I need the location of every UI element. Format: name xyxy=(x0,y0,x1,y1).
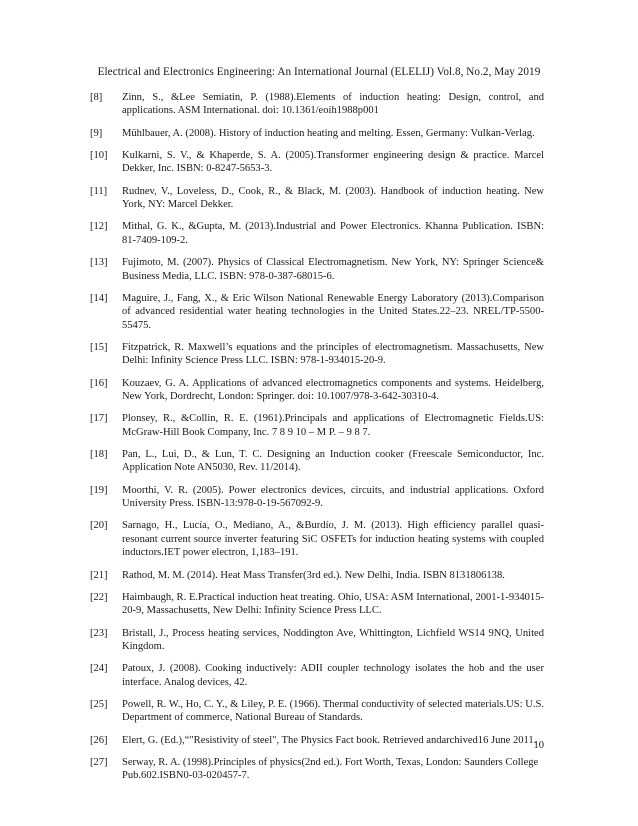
reference-item xyxy=(90,292,544,332)
reference-item xyxy=(90,627,544,654)
reference-item xyxy=(90,412,544,439)
reference-list xyxy=(90,91,544,792)
reference-text: Bristall, J., Process heating services, Noddington Ave, Whittington, Lichfield WS14 9NQ, United Kingdom. xyxy=(122,627,544,652)
reference-text: Serway, R. A. (1998).Principles of physics(2nd ed.). Fort Worth, Texas, London: Saunders College Pub.602.ISBN0-03-020457-7. xyxy=(122,756,539,782)
reference-number: [16] xyxy=(90,377,108,389)
reference-number: [19] xyxy=(90,484,108,496)
reference-item xyxy=(90,756,544,783)
reference-text: Elert, G. (Ed.),“"Resistivity of steel", The Physics Fact book. Retrieved andarchived16 June 2011. xyxy=(122,734,537,746)
reference-item xyxy=(90,256,544,283)
reference-text: Kouzaev, G. A. Applications of advanced electromagnetics components and systems. Heidelberg, New York, Dordrecht, London: Springer. doi: 10.1007/978-3-642-30310-4. xyxy=(122,377,544,403)
reference-item xyxy=(90,185,544,212)
reference-text: Rathod, M. M. (2014). Heat Mass Transfer(3rd ed.). New Delhi, India. ISBN 8131806138. xyxy=(122,569,505,581)
reference-item xyxy=(90,519,544,559)
reference-text: Fitzpatrick, R. Maxwell’s equations and the principles of electromagnetism. Massachusetts, New Delhi: Infinity Science Press LLC. ISBN: 978-1-934015-20-9. xyxy=(122,341,544,367)
reference-number: [26] xyxy=(90,734,108,746)
page-number: 10 xyxy=(533,740,544,751)
reference-number: [25] xyxy=(90,698,108,710)
reference-text: Mühlbauer, A. (2008). History of induction heating and melting. Essen, Germany: Vulkan-Verlag. xyxy=(122,127,535,139)
reference-number: [11] xyxy=(90,185,108,197)
reference-number: [15] xyxy=(90,341,108,353)
reference-text: Plonsey, R., &Collin, R. E. (1961).Principals and applications of Electromagnetic Fields.US: McGraw-Hill Book Company, Inc. 7 8 9 10 – M P. – 9 8 7. xyxy=(122,413,544,438)
reference-text: Pan, L., Lui, D., & Lun, T. C. Designing an Induction cooker (Freescale Semiconductor, Inc. Application Note AN5030, Rev. 11/2014). xyxy=(122,449,544,474)
reference-item xyxy=(90,220,544,247)
reference-number: [10] xyxy=(90,150,108,161)
reference-number: [14] xyxy=(90,292,108,304)
reference-item xyxy=(90,127,544,140)
reference-text: Moorthi, V. R. (2005). Power electronics devices, circuits, and industrial applications. Oxford University Press. ISBN-13:978-0-19-567092-9. xyxy=(122,484,544,510)
reference-text: Powell, R. W., Ho, C. Y., & Liley, P. E. (1966). Thermal conductivity of selected materials.US: U.S. Department of commerce, National Bureau of Standards. xyxy=(122,698,544,724)
reference-item xyxy=(90,149,544,176)
reference-number: [8] xyxy=(90,92,103,103)
reference-item xyxy=(90,91,544,118)
reference-text: Maguire, J., Fang, X., & Eric Wilson National Renewable Energy Laboratory (2013).Comparison of advanced residential water heating technologies in the United States.22–23. NREL/TP-5500-55475. xyxy=(122,292,544,331)
reference-text: Haimbaugh, R. E.Practical induction heat treating. Ohio, USA: ASM International, 2001-1-934015-20-9, Massachusetts, New Delhi: Infinity Science Press LLC. xyxy=(122,591,544,617)
reference-text: Fujimoto, M. (2007). Physics of Classical Electromagnetism. New York, NY: Springer Science& Business Media, LLC. ISBN: 978-0-387-68015-6. xyxy=(122,257,544,282)
reference-text: Kulkarni, S. V., & Khaperde, S. A. (2005).Transformer engineering design & practice. Marcel Dekker, Inc. ISBN: 0-8247-5653-3. xyxy=(122,150,544,175)
reference-text: Patoux, J. (2008). Cooking inductively: ADII coupler technology isolates the hob and the user interface. Analog devices, 42. xyxy=(122,663,544,688)
reference-item xyxy=(90,698,544,725)
reference-number: [13] xyxy=(90,257,108,269)
reference-text: Mithal, G. K., &Gupta, M. (2013).Industrial and Power Electronics. Khanna Publication. ISBN: 81-7409-109-2. xyxy=(122,221,544,246)
reference-item xyxy=(90,484,544,511)
reference-item xyxy=(90,591,544,618)
reference-number: [27] xyxy=(90,756,108,768)
reference-item xyxy=(90,377,544,404)
reference-number: [22] xyxy=(90,591,108,603)
reference-item xyxy=(90,662,544,689)
reference-number: [23] xyxy=(90,627,108,639)
reference-text: Rudnev, V., Loveless, D., Cook, R., & Black, M. (2003). Handbook of induction heating. New York, NY: Marcel Dekker. xyxy=(122,185,544,211)
reference-number: [12] xyxy=(90,221,108,233)
reference-text: Zinn, S., &Lee Semiatin, P. (1988).Elements of induction heating: Design, control, and applications. ASM International. doi: 10.1361/eoih1988p001 xyxy=(122,92,544,117)
reference-item xyxy=(90,448,544,475)
reference-number: [24] xyxy=(90,663,108,675)
reference-item xyxy=(90,341,544,368)
reference-number: [20] xyxy=(90,520,108,532)
journal-header: Electrical and Electronics Engineering: An International Journal (ELELIJ) Vol.8, No.2, May 2019 xyxy=(97,66,541,78)
reference-number: [21] xyxy=(90,569,108,581)
reference-number: [17] xyxy=(90,413,108,425)
reference-item xyxy=(90,734,544,747)
reference-number: [9] xyxy=(90,127,103,139)
reference-text: Sarnago, H., Lucía, O., Mediano, A., &Burdío, J. M. (2013). High efficiency parallel quasi-resonant current source inverter featuring SiC OSFETs for induction heating systems with coupled inductors.IET power electron, 1,183–191. xyxy=(122,520,544,559)
reference-number: [18] xyxy=(90,449,108,461)
reference-item xyxy=(90,569,544,582)
